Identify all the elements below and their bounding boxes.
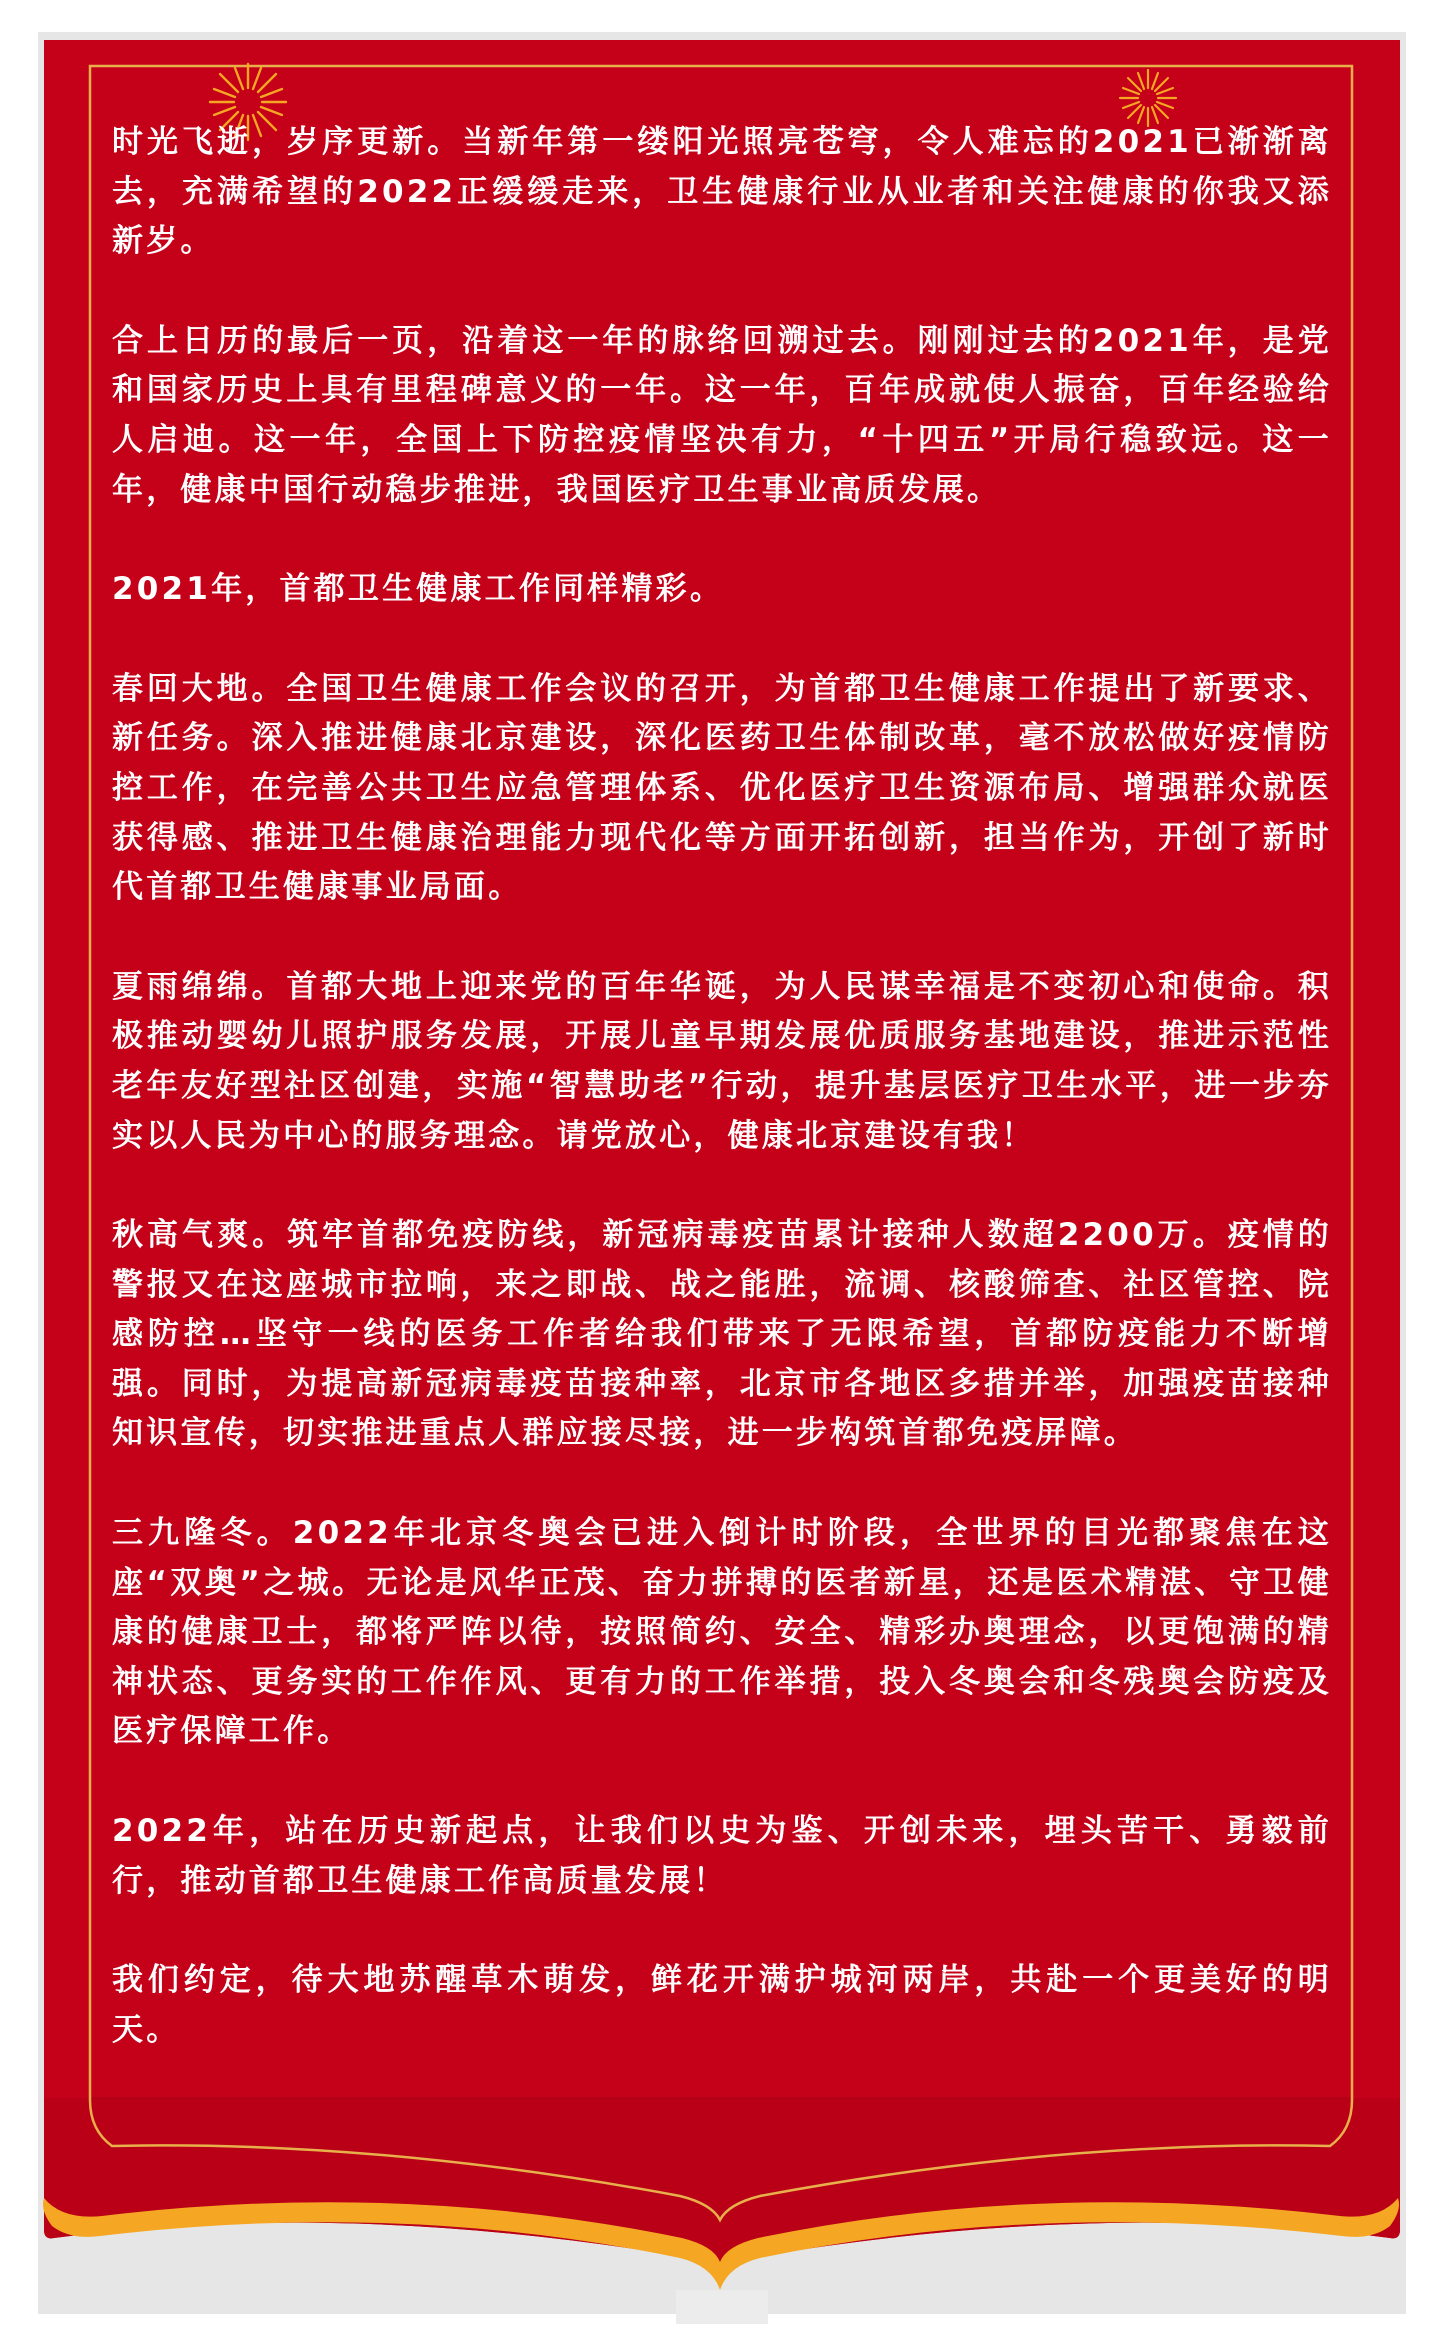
paragraph-autumn: 秋高气爽。筑牢首都免疫防线，新冠病毒疫苗累计接种人数超2200万。疫情的警报又在这座城市拉响，来之即战、战之能胜，流调、核酸筛查、社区管控、院感防控…坚守一线的医务工作者给我们带来了无限希望，首都防疫能力不断增强。同时，为提高新冠病毒疫苗接种率，北京市各地区多措并举，加强疫苗接种知识宣传，切实推进重点人群应接尽接，进一步构筑首都免疫屏障。 [112, 1217, 1332, 1452]
bottom-tab [676, 2290, 768, 2324]
paragraph-intro: 时光飞逝，岁序更新。当新年第一缕阳光照亮苍穹，令人难忘的2021已渐渐离去，充满希望的2022正缓缓走来，卫生健康行业从业者和关注健康的你我又添新岁。 [112, 124, 1332, 260]
paragraph-spring: 春回大地。全国卫生健康工作会议的召开，为首都卫生健康工作提出了新要求、新任务。深入推进健康北京建设，深化医药卫生体制改革，毫不放松做好疫情防控工作，在完善公共卫生应急管理体系、优化医疗卫生资源布局、增强群众就医获得感、推进卫生健康治理能力现代化等方面开拓创新，担当作为，开创了新时代首都卫生健康事业局面。 [112, 670, 1332, 906]
article-body [112, 118, 1332, 2105]
paragraph-capital: 2021年，首都卫生健康工作同样精彩。 [112, 571, 725, 608]
paragraph-summer: 夏雨绵绵。首都大地上迎来党的百年华诞，为人民谋幸福是不变初心和使命。积极推动婴幼儿照护服务发展，开展儿童早期发展优质服务基地建设，推进示范性老年友好型社区创建，实施“智慧助老”行动，提升基层医疗卫生水平，进一步夯实以人民为中心的服务理念。请党放心，健康北京建设有我！ [112, 968, 1332, 1154]
paragraph-winter: 三九隆冬。2022年北京冬奥会已进入倒计时阶段，全世界的目光都聚焦在这座“双奥”之城。无论是风华正茂、奋力拼搏的医者新星，还是医术精湛、守卫健康的健康卫士，都将严阵以待，按照简约、安全、精彩办奥理念，以更饱满的精神状态、更务实的工作作风、更有力的工作举措，投入冬奥会和冬残奥会防疫及医疗保障工作。 [112, 1515, 1332, 1750]
paragraph-2022: 2022年，站在历史新起点，让我们以史为鉴、开创未来，埋头苦干、勇毅前行，推动首都卫生健康工作高质量发展！ [112, 1813, 1332, 1899]
paragraph-closing: 我们约定，待大地苏醒草木萌发，鲜花开满护城河两岸，共赴一个更美好的明天。 [112, 1962, 1332, 2048]
paragraph-review: 合上日历的最后一页，沿着这一年的脉络回溯过去。刚刚过去的2021年，是党和国家历史上具有里程碑意义的一年。这一年，百年成就使人振奋，百年经验给人启迪。这一年，全国上下防控疫情坚决有力，“十四五”开局行稳致远。这一年，健康中国行动稳步推进，我国医疗卫生事业高质发展。 [112, 322, 1332, 508]
